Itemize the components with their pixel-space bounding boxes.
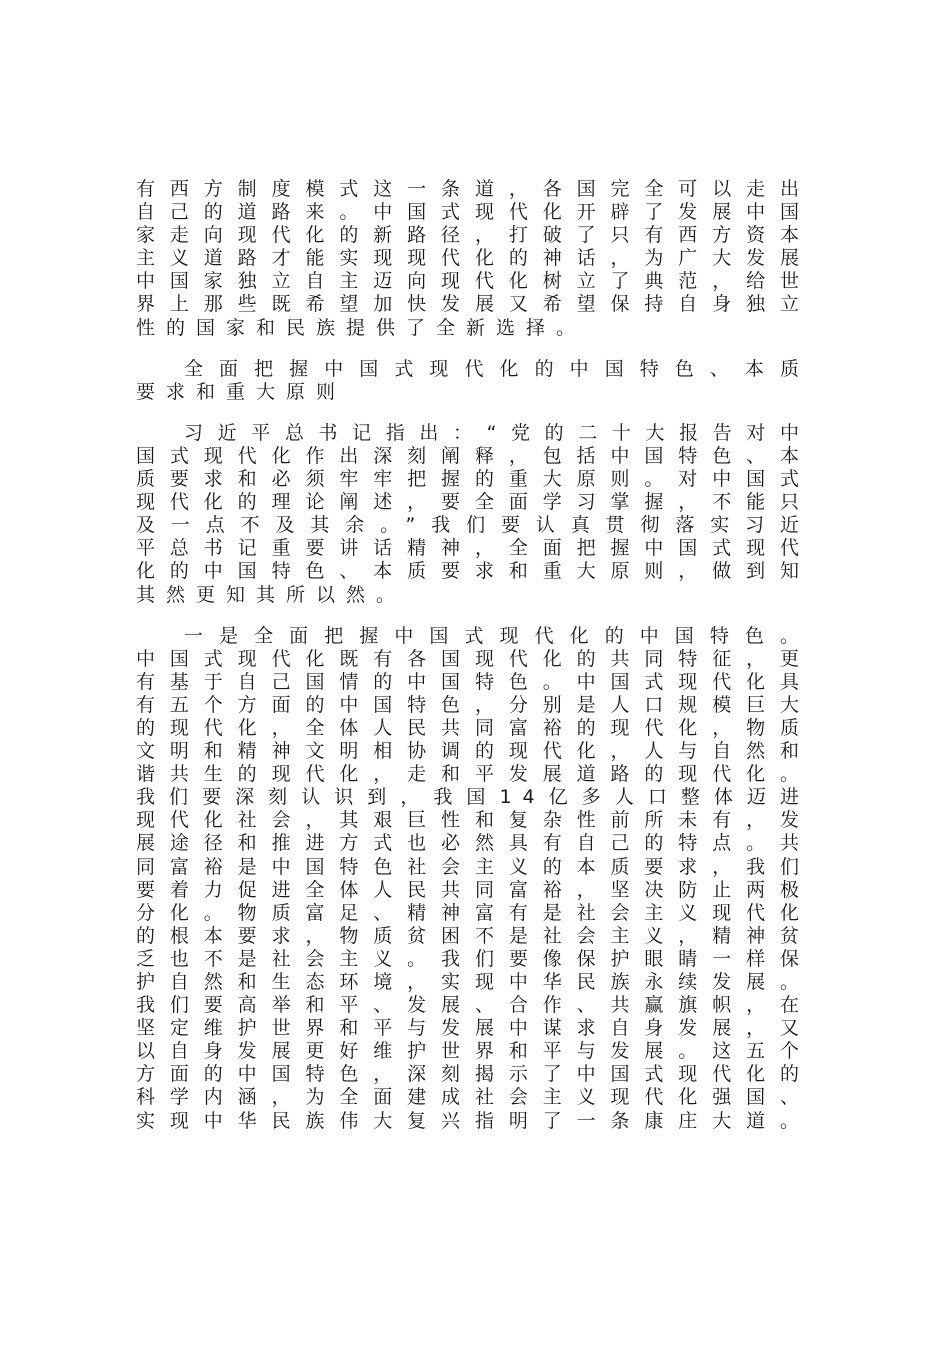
paragraph-intro <box>136 178 810 340</box>
text-line: 要着力促进全体人民共同富裕，坚决防止两极 <box>136 878 810 901</box>
text-line: 有五个方面的中国特色，分别是人口规模巨大 <box>136 693 810 716</box>
text-line: 护自然和生态环境，实现中华民族永续发展。 <box>136 971 810 993</box>
text-line: 家走向现代化的新路径，打破了只有西方资本 <box>136 224 810 247</box>
text-line: 方面的中国特色，深刻揭示了中国式现代化的 <box>136 1063 810 1086</box>
text-line: 乏也不是社会主义。我们要像保护眼睛一样保 <box>136 947 810 970</box>
text-line: 平总书记重要讲话精神，全面把握中国式现代 <box>136 537 810 560</box>
text-line: 科学内涵，为全面建成社会主义现代化强国、 <box>136 1086 810 1109</box>
text-line: 有基于自己国情的中国特色。中国式现代化具 <box>136 670 810 693</box>
text-line: 文明和精神文明相协调的现代化，人与自然和 <box>136 740 810 763</box>
text-line: 中国家独立自主迈向现代化树立了典范，给世 <box>136 270 810 293</box>
text-line: 其然更知其所以然。 <box>136 583 407 606</box>
text-line: 习近平总书记指出：“党的二十大报告对中 <box>184 421 810 444</box>
heading-line: 要求和重大原则 <box>136 380 347 403</box>
text-line: 的现代化，全体人民共同富裕的现代化，物质 <box>136 716 810 739</box>
text-line: 谐共生的现代化，走和平发展道路的现代化。 <box>136 763 810 786</box>
text-line: 有西方制度模式这一条道，各国完全可以走出 <box>136 178 810 200</box>
text-line: 中国式现代化既有各国现代化的共同特征，更 <box>136 647 810 670</box>
text-line: 一是全面把握中国式现代化的中国特色。 <box>184 624 810 647</box>
text-line: 主义道路才能实现现代化的神话，为广大发展 <box>136 247 810 270</box>
text-line: 现代化的理论阐述，要全面学习掌握，不能只 <box>136 491 810 514</box>
text-line: 展途径和推进方式也必然具有自己的特点。共 <box>136 832 810 855</box>
paragraph-chinese-characteristics <box>136 625 810 1133</box>
text-line: 性的国家和民族提供了全新选择。 <box>136 316 587 339</box>
text-line: 化的中国特色、本质要求和重大原则，做到知 <box>136 560 810 583</box>
text-line: 分化。物质富足、精神富有是社会主义现代化 <box>136 901 810 924</box>
text-line: 实现中华民族伟大复兴指明了一条康庄大道。 <box>136 1109 810 1132</box>
text-line: 坚定维护世界和平与发展中谋求自身发展，又 <box>136 1017 810 1040</box>
document-page <box>136 178 810 1151</box>
text-line: 界上那些既希望加快发展又希望保持自身独立 <box>136 293 810 316</box>
text-line: 国式现代化作出深刻阐释，包括中国特色、本 <box>136 444 810 467</box>
text-line: 及一点不及其余。”我们要认真贯彻落实习近 <box>136 514 810 537</box>
text-line: 我们要深刻认识到，我国14亿多人口整体迈进 <box>136 786 810 809</box>
text-line: 现代化社会，其艰巨性和复杂性前所未有，发 <box>136 809 810 832</box>
text-line: 以自身发展更好维护世界和平与发展。这五个 <box>136 1040 810 1063</box>
text-line: 质要求和必须牢牢把握的重大原则。对中国式 <box>136 468 810 491</box>
section-heading <box>136 358 810 404</box>
heading-line: 全面把握中国式现代化的中国特色、本质 <box>184 357 810 380</box>
paragraph-quote <box>136 422 810 607</box>
text-line: 的根本要求，物质贫困不是社会主义，精神贫 <box>136 924 810 947</box>
text-line: 同富裕是中国特色社会主义的本质要求，我们 <box>136 855 810 878</box>
text-line: 我们要高举和平、发展、合作、共赢旗帜，在 <box>136 994 810 1017</box>
text-line: 自己的道路来。中国式现代化开辟了发展中国 <box>136 201 810 224</box>
